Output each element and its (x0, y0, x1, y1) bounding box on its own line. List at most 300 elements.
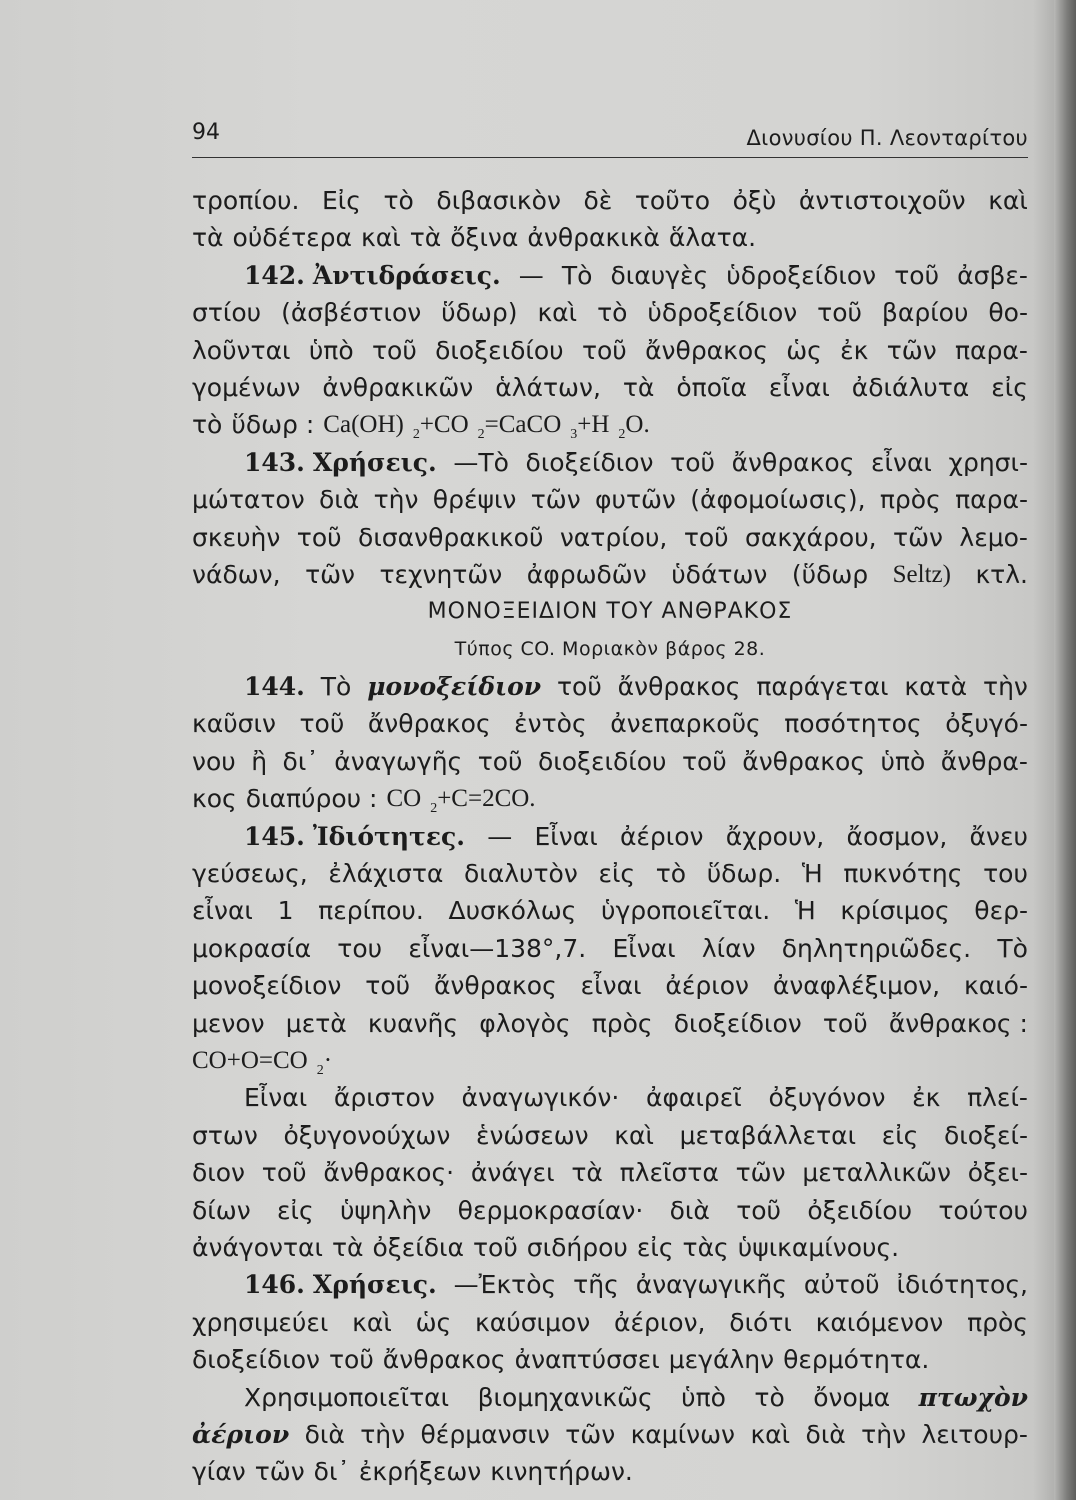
word: λίαν (701, 933, 756, 963)
formula-142-part: Ca(OH) (323, 411, 404, 439)
word: ὑψηλὴν (339, 1195, 432, 1225)
section-146-line (192, 1266, 1028, 1303)
word: τοῦ (477, 746, 523, 776)
word: ἄνθρακος (617, 672, 741, 702)
word: παράγεται (756, 672, 889, 702)
word: ἐκρήξεων (358, 1457, 482, 1487)
word: ἐκ (840, 335, 869, 365)
word: πρὸς (967, 1307, 1028, 1337)
word: του (983, 859, 1028, 889)
word: τοῦ (581, 335, 627, 365)
word: χρησιμεύει (192, 1307, 329, 1337)
word: μεταλλικῶν (802, 1158, 951, 1188)
running-head-author: Διονυσίου Π. Λεονταρίτου (746, 126, 1028, 150)
section-number: 142. (244, 260, 305, 290)
text-line (192, 1005, 1028, 1042)
word: ἅλατα. (668, 223, 757, 253)
section-145-line (192, 818, 1028, 855)
word: τοῦ (296, 522, 342, 552)
word: κος (192, 784, 237, 814)
formula-144-part: CO (386, 785, 422, 813)
section-heading (244, 257, 501, 294)
text-line (192, 182, 1028, 219)
word: θο- (988, 298, 1028, 328)
text-line (192, 892, 1028, 929)
word: τοῦτο (634, 186, 711, 215)
word: διον (192, 1158, 246, 1188)
section-title: Ἰδιότητες. (312, 821, 465, 851)
word: πλεί- (967, 1083, 1028, 1113)
word: (ἀσβέστιον (281, 298, 422, 328)
formula-142-part: 2 (618, 427, 626, 443)
word: ὑδροξείδιον (647, 298, 798, 328)
word: θερ- (974, 896, 1028, 926)
word: εἶναι (192, 896, 253, 926)
word: ὀξὺ (732, 186, 777, 215)
word: ἄριστον (333, 1083, 435, 1113)
word: τὴν (983, 672, 1028, 702)
word: — (487, 821, 513, 851)
word: πλεῖστα (619, 1158, 719, 1188)
word: Τὸ (997, 933, 1028, 963)
text-line (192, 1304, 1028, 1341)
page-edge-shadow (1054, 0, 1076, 1500)
word: λειτουρ- (921, 1419, 1028, 1449)
word: στίου (192, 298, 262, 328)
word: δισανθρακικοῦ (358, 522, 544, 552)
word: καῦσιν (192, 709, 276, 739)
word: Τὸ (561, 260, 593, 290)
word: διὰ (805, 1419, 846, 1449)
text-line (192, 1379, 1028, 1416)
word: καιόμενον (815, 1307, 944, 1337)
text-line (192, 1079, 1028, 1116)
header-rule (192, 157, 1028, 158)
word: θέρμανσιν (420, 1419, 550, 1449)
section-heading (244, 668, 305, 705)
word: ὑγροποιεῖται. (601, 896, 771, 926)
word: σακχάρου, (745, 522, 877, 552)
word: τροπίου. (192, 186, 300, 215)
word: τὰ (331, 1232, 364, 1262)
word: καὶ (352, 1307, 392, 1337)
section-heading (244, 1266, 437, 1303)
word: μώτατον (192, 485, 305, 515)
body-text (192, 182, 1028, 1491)
text-line (192, 1117, 1028, 1154)
word: κτλ. (975, 559, 1028, 589)
word: ἁλάτων, (495, 372, 601, 402)
word: ἀέριον, (613, 1307, 706, 1337)
word: ἀναγωγῆς (334, 746, 463, 776)
word: καὶ (988, 186, 1028, 215)
word: θρέψιν (432, 485, 517, 515)
word: ὑδάτων (671, 559, 768, 589)
word: ἀνεπαρκοῦς (610, 709, 761, 739)
word: ἀνάγονται (192, 1232, 323, 1262)
word: ἀναφλέξιμον, (772, 971, 941, 1001)
text-line (192, 369, 1028, 406)
word: (ὕδωρ (791, 559, 869, 589)
word: ἀέριον (665, 971, 749, 1001)
word: καὶ (537, 298, 578, 328)
word: μετὰ (285, 1008, 347, 1038)
word: τὰ (571, 1158, 603, 1188)
word: δὲ (583, 186, 613, 215)
word: διοξεί- (944, 1120, 1028, 1150)
word: Εἶναι (612, 933, 676, 963)
word: τῶν (254, 1457, 305, 1487)
word: ἄνθρα- (940, 746, 1028, 776)
word: Τὸ (320, 672, 352, 702)
word: ἐκ (912, 1083, 941, 1113)
word: ὑπὸ (308, 335, 354, 365)
word: τοῦ (736, 1195, 781, 1225)
word: διὰ (319, 485, 360, 515)
word: Εἰς (322, 186, 361, 215)
latin-word: Seltz) (892, 560, 951, 588)
word: ἀναγωγικῆς (635, 1270, 787, 1300)
word: ἄνθρακος : (888, 1008, 1028, 1038)
word: ὕδωρ. (706, 859, 782, 889)
word: ἄχρουν, (725, 821, 825, 851)
word: Εἶναι (244, 1083, 308, 1113)
word: ὡς (415, 1307, 452, 1337)
word: ἀναπτύσσει (514, 1345, 660, 1375)
word: διαπύρου : (245, 784, 378, 814)
word: καὶ (361, 223, 401, 253)
word: ποσότητος (784, 709, 922, 739)
formula-142-part: 3 (570, 427, 578, 443)
word: ἐντὸς (514, 709, 587, 739)
word: τῶν (530, 485, 581, 515)
text-line (192, 1154, 1028, 1191)
word: εἰς (881, 1120, 919, 1150)
word: φυτῶν (594, 485, 676, 515)
word: ὀξυγόνον (768, 1083, 886, 1113)
word: διοξείδιον (673, 1008, 802, 1038)
formula-144-part: 2 (430, 801, 438, 817)
word: κατὰ (904, 672, 968, 702)
word: δι᾿ (282, 746, 319, 776)
word: δηλητηριῶδες. (781, 933, 972, 963)
text-line (192, 1192, 1028, 1229)
word: τοῦ (365, 971, 411, 1001)
word: ἐλάχιστα (328, 859, 444, 889)
word: ἄνθρακος (742, 746, 866, 776)
word: ὄνομα (813, 1382, 891, 1412)
word: τοῦ (822, 1008, 868, 1038)
word: ἰδιότητος, (896, 1270, 1028, 1300)
word: ὕδωρ) (441, 298, 518, 328)
word: του (337, 933, 383, 963)
word: ἀφρωδῶν (526, 559, 647, 589)
section-number: 146. (244, 1270, 305, 1300)
word: τοῦ (371, 335, 417, 365)
word: νατρίου, (559, 522, 668, 552)
word: διοξειδίου (537, 746, 667, 776)
word: περίπου. (318, 896, 424, 926)
word: γίαν (192, 1457, 246, 1487)
section-title: Ἀντιδράσεις. (312, 260, 501, 290)
word: φλογὸς (479, 1008, 571, 1038)
word: ἢ (251, 746, 268, 776)
italic-term: ἀέριον (192, 1419, 290, 1449)
word: ὀξυγονούχων (283, 1120, 451, 1150)
word: διβασικὸν (436, 186, 561, 215)
word: ὀξει- (967, 1158, 1028, 1188)
subheading-subtitle-text: Τύπος CO. Μοριακὸν βάρος 28. (454, 637, 766, 660)
word: τοῦ (817, 298, 862, 328)
text-line (192, 332, 1028, 369)
word: ἀφαιρεῖ (646, 1083, 742, 1113)
formula-145: CO+O=CO $_2$· (192, 1046, 333, 1078)
word: εἶναι (580, 971, 642, 1001)
text-line (192, 1341, 1028, 1378)
word: τῆς (573, 1270, 619, 1300)
word: ἀσβε- (957, 260, 1028, 290)
word: ὑψικαμίνους. (737, 1232, 900, 1262)
word: τῶν (893, 522, 943, 552)
word: διὰ (304, 1419, 345, 1449)
section-number: 144. (244, 672, 305, 702)
word: εἶναι (871, 447, 932, 477)
word: ὀξυγό- (945, 709, 1028, 739)
word: διαλυτὸν (464, 859, 578, 889)
word: διότι (729, 1307, 792, 1337)
word: διαυγὲς (610, 260, 709, 290)
italic-term: μονοξείδιον (367, 672, 542, 702)
word: κυανῆς (367, 1008, 459, 1038)
word: εἰς (598, 859, 636, 889)
word: ἀντιστοιχοῦν (798, 186, 966, 215)
word: τῶν (735, 1158, 786, 1188)
text-line (192, 855, 1028, 892)
word: ὑδροξείδιον (726, 260, 877, 290)
word: εἶναι—138°,7. (408, 933, 587, 963)
formula-142-part: 2 (412, 427, 420, 443)
word: καύσιμον (475, 1307, 591, 1337)
word: γομένων (192, 372, 301, 402)
word: τούτου (938, 1195, 1028, 1225)
word: Ἡ (801, 859, 823, 889)
word: τῶν (305, 559, 356, 589)
word: ἀέριον (619, 821, 704, 851)
word: βαρίου (881, 298, 969, 328)
word: μεγάλην (668, 1345, 775, 1375)
word: ἀνάγει (470, 1158, 555, 1188)
word: ἄνθρακος (645, 335, 768, 365)
word: λοῦνται (192, 335, 291, 365)
word: τοῦ (472, 1232, 518, 1262)
word: ἄνθρακος (382, 1345, 506, 1375)
word: τεχνητῶν (379, 559, 503, 589)
text-line (192, 1453, 1028, 1490)
text-line (192, 930, 1028, 967)
word: καὶ (750, 1419, 791, 1449)
word: τὸ (597, 298, 628, 328)
text-line (192, 519, 1028, 556)
text-line (192, 743, 1028, 780)
word: καιό- (963, 971, 1028, 1001)
word: μεταβάλλεται (679, 1120, 857, 1150)
formula-line (192, 1042, 1028, 1079)
formula-144 (386, 780, 544, 817)
word: εἶναι (768, 372, 830, 402)
word: τοῦ (556, 672, 602, 702)
word: σκευὴν (192, 522, 281, 552)
word: τῶν (886, 335, 937, 365)
word: θερμότητα. (783, 1345, 930, 1375)
word: (ἀφομοίωσις), (690, 485, 866, 515)
italic-term: πτωχὸν (918, 1382, 1028, 1412)
word: διοξείδιον (525, 447, 654, 477)
word: σιδήρου (526, 1232, 628, 1262)
word: ὡς (786, 335, 822, 365)
word: —Τὸ (453, 447, 509, 477)
formula-142 (323, 406, 658, 443)
word: εἰς (991, 372, 1028, 402)
word: θερμοκρασίαν· (457, 1195, 644, 1225)
word: οὐδέτερα (232, 223, 353, 253)
word: ὄξινα (450, 223, 519, 253)
section-143-line (192, 444, 1028, 481)
word: τοῦ (328, 1345, 374, 1375)
page-number: 94 (192, 120, 220, 145)
word: ἑνώσεων (475, 1120, 589, 1150)
word: μοκρασία (192, 933, 312, 963)
word: — (518, 260, 544, 290)
subheading-title-text: ΜΟΝΟΞΕΙΔΙΟΝ ΤΟΥ ΑΝΘΡΑΚΟΣ (427, 599, 793, 625)
word: νου (192, 746, 236, 776)
formula-142-part: O. (625, 411, 650, 439)
word: τὴν (861, 1419, 907, 1449)
section-title: Χρήσεις. (312, 447, 437, 477)
section-142-line (192, 257, 1028, 294)
formula-142-part: +CO (419, 411, 469, 439)
word: στων (192, 1120, 258, 1150)
word: ἀνθρακικῶν (322, 372, 474, 402)
word: τὸ (754, 1382, 785, 1412)
word: κινητήρων. (490, 1457, 633, 1487)
subheading-subtitle (192, 631, 1028, 668)
word: τοῦ (670, 447, 715, 477)
formula-142-part: 2 (477, 427, 485, 443)
word: πρὸς (879, 485, 941, 515)
word: χρησι- (948, 447, 1028, 477)
section-heading (244, 818, 465, 855)
word: καὶ (614, 1120, 654, 1150)
word: τοῦ (261, 1158, 307, 1188)
word: 1 (277, 896, 294, 926)
section-number: 145. (244, 821, 305, 851)
word: ἄνθρακος (731, 447, 855, 477)
section-title: Χρήσεις. (312, 1270, 437, 1300)
word: ὀξειδίου (807, 1195, 913, 1225)
word: ἄνευ (969, 821, 1028, 851)
word: μονοξείδιον (192, 971, 342, 1001)
word: ὀξείδια (372, 1232, 464, 1262)
word: διοξείδιον (192, 1345, 320, 1375)
word: βιομηχανικῶς (477, 1382, 653, 1412)
word: αὐτοῦ (803, 1270, 880, 1300)
text-line (192, 406, 1028, 443)
word: τὴν (373, 485, 419, 515)
formula-144-part: +C=2CO. (437, 785, 536, 813)
word: τὸ (192, 410, 223, 440)
word: ὕδωρ : (231, 410, 315, 440)
word: ὑπὸ (681, 1382, 726, 1412)
word: τὸ (383, 186, 414, 215)
word: πρὸς (591, 1008, 653, 1038)
word: λεμο- (959, 522, 1028, 552)
word: πυκνότης (843, 859, 963, 889)
text-line (192, 294, 1028, 331)
word: τὰ (192, 223, 224, 253)
section-144-line (192, 668, 1028, 705)
word: τὴν (360, 1419, 406, 1449)
text-line (192, 1416, 1028, 1453)
word: Δυσκόλως (448, 896, 577, 926)
word: τὰ (409, 223, 442, 253)
text-line (192, 556, 1028, 593)
formula-142-part: =CaCO (484, 411, 562, 439)
word: ἀναγωγικόν· (461, 1083, 620, 1113)
word: τὰς (682, 1232, 729, 1262)
word: γεύσεως, (192, 859, 308, 889)
word: παρα- (955, 335, 1028, 365)
word: διοξειδίου (435, 335, 564, 365)
word: τοῦ (681, 746, 727, 776)
word: ἀνθρακικὰ (527, 223, 660, 253)
text-line (192, 1229, 1028, 1266)
word: ἀδιάλυτα (851, 372, 970, 402)
word: Εἶναι (534, 821, 598, 851)
formula-142-part: +H (577, 411, 610, 439)
word: δι᾿ (313, 1457, 350, 1487)
word: μενον (192, 1008, 265, 1038)
word: εἰς (636, 1232, 674, 1262)
word: εἰς (276, 1195, 314, 1225)
word: ὑπὸ (880, 746, 926, 776)
running-head (192, 120, 1028, 160)
word: τὸ (655, 859, 687, 889)
section-number: 143. (244, 447, 305, 477)
text-line (192, 705, 1028, 742)
section-heading (244, 444, 437, 481)
word: τὰ (622, 372, 655, 402)
text-line (192, 481, 1028, 518)
word: Χρησιμοποιεῖται (244, 1382, 450, 1412)
word: ὁποῖα (676, 372, 747, 402)
word: νάδων, (192, 559, 281, 589)
subheading-title (192, 593, 1028, 630)
text-line (192, 219, 1028, 256)
word: διὰ (669, 1195, 710, 1225)
word: ἄνθρακος (367, 709, 491, 739)
word: —Ἐκτὸς (453, 1270, 557, 1300)
word: τοῦ (683, 522, 729, 552)
word: τοῦ (299, 709, 345, 739)
word: τῶν (565, 1419, 616, 1449)
word: ἄοσμον, (846, 821, 948, 851)
word: ἄνθρακος (433, 971, 557, 1001)
word: παρα- (955, 485, 1028, 515)
text-line (192, 780, 1028, 817)
word: κρίσιμος (840, 896, 950, 926)
word: τοῦ (894, 260, 940, 290)
word: δίων (192, 1195, 251, 1225)
